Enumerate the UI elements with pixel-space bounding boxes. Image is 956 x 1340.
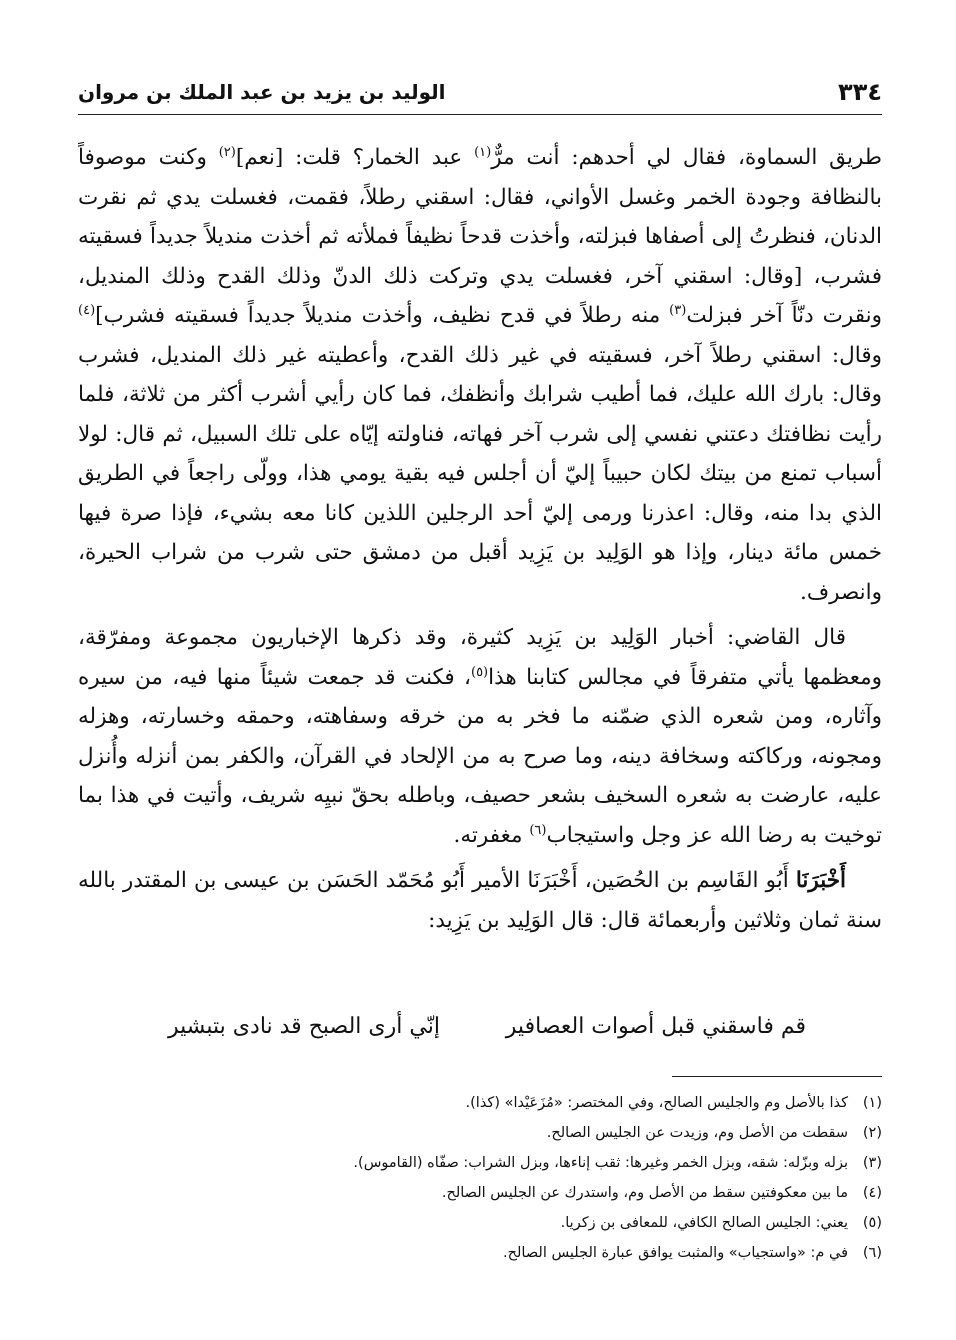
footnote-text: يعني: الجليس الصالح الكافي، للمعافى بن زكريا. — [560, 1215, 848, 1231]
footnote-3 — [78, 1148, 882, 1178]
footnote-1 — [78, 1088, 882, 1118]
footnote-text: كذا بالأصل وم والجليس الصالح، وفي المختصر: «مُزَعَيْدا» (كذا). — [465, 1095, 848, 1111]
text-run: مغفرته. — [453, 822, 530, 848]
poetry-verse — [78, 1005, 882, 1049]
text-run: قال القاضي: أخبار الوَلِيد بن يَزِيد كثيرة، وقد ذكرها الإخباريون مجموعة ومفرّقة، ومعظمها يأتي متفرقاً في مجالس كتابنا هذا — [78, 625, 883, 690]
footnote-number: (٣) — [862, 1155, 882, 1171]
footnote-ref-2[interactable]: (٢) — [218, 144, 236, 160]
footnote-ref-4[interactable]: (٤) — [78, 302, 96, 318]
footnote-number: (٢) — [862, 1125, 882, 1141]
verse-first-hemistich: قم فاسقني قبل أصوات العصافير — [505, 1014, 806, 1039]
text-run: عبد الخمار؟ قلت: [نعم] — [235, 145, 475, 170]
footnote-number: (٥) — [862, 1215, 882, 1231]
footnote-ref-3[interactable]: (٣) — [669, 302, 687, 318]
footnote-text: سقطت من الأصل وم، وزيدت عن الجليس الصالح. — [546, 1125, 848, 1141]
running-title: الوليد بن يزيد بن عبد الملك بن مروان — [78, 80, 446, 104]
footnote-5 — [78, 1208, 882, 1238]
paragraph-1 — [78, 138, 882, 612]
footnote-text: ما بين معكوفتين سقط من الأصل وم، واستدرك عن الجليس الصالح. — [441, 1185, 848, 1201]
text-run: وقال: اسقني رطلاً آخر، فسقيته في غير ذلك القدح، وأعطيته غير ذلك المنديل، فشرب وقال: بارك الله عليك، فما أطيب شرابك وأنظفك، فما كان رأيي أشرب أكثر من ثلاثة، فلما رأيت نظافتك دعتني نفسي إلى شرب آخر فهاته، فناولته إيّاه على تلك السبيل، ثم قال: لولا أسباب تمنع من بيتك لكان حبيباً إليّ أن أجلس فيه بقية يومي هذا، وولّى راجعاً في الطريق الذي بدا منه، وقال: اعذرنا ورمى إليّ أحد الرجلين اللذين كانا معه بشيء، فإذا صرة فيها خمس مائة دينار، وإذا هو الوَلِيد بن يَزِيد أقبل من دمشق حتى شرب من شراب الحيرة، وانصرف. — [78, 342, 882, 605]
footnotes-rule — [672, 1076, 882, 1077]
footnote-number: (٤) — [862, 1185, 882, 1201]
footnote-ref-1[interactable]: (١) — [474, 144, 492, 160]
paragraph-2 — [78, 618, 882, 855]
footnote-number: (١) — [862, 1095, 882, 1111]
text-run: وكنت موصوفاً بالنظافة وجودة الخمر وغسل الأواني، فقال: اسقني رطلاً، فقمت، فغسلت يدي ثم نقرت الدنان، فنظرتُ إلى أصفاها فبزلته، وأخذت قدحاً نظيفاً فملأته ثم أخذت منديلاً جديداً فسقيته فشرب، [وقال: اسقني آخر، فغسلت يدي وتركت ذلك الدنّ وذلك القدح وذلك المنديل، ونقرت دنّاً آخر فبزلت — [78, 145, 882, 328]
footnote-number: (٦) — [862, 1245, 882, 1261]
text-run: طريق السماوة، فقال لي أحدهم: أنت مرٌّ — [491, 145, 883, 170]
main-text — [78, 138, 882, 940]
verse-second-hemistich: إنّي أرى الصبح قد نادى بتبشير — [168, 1014, 440, 1039]
text-run: أَبُو القَاسِم بن الحُصَين، أَخْبَرَنَا الأمير أَبُو مُحَمّد الحَسَن بن عيسى بن المقتدر بالله سنة ثمان وثلاثين وأربعمائة قال: قال الوَلِيد بن يَزِيد: — [78, 868, 882, 933]
isnad-lead-word: أَخْبَرَنَا — [795, 868, 846, 893]
footnote-text: بزله وبزّله: شقه، وبزل الخمر وغيرها: ثقب إناءها، وبزل الشراب: صفّاه (القاموس). — [353, 1155, 848, 1171]
footnote-ref-5[interactable]: (٥) — [470, 664, 489, 680]
running-head — [78, 78, 882, 108]
header-rule — [78, 114, 882, 115]
text-run: منه رطلاً في قدح نظيف، وأخذت منديلاً جديداً فسقيته فشرب] — [95, 303, 670, 328]
footnote-6 — [78, 1238, 882, 1268]
paragraph-3 — [78, 861, 882, 940]
footnotes — [78, 1088, 882, 1268]
footnote-ref-6[interactable]: (٦) — [529, 822, 547, 838]
page-number: ٣٣٤ — [838, 78, 882, 106]
footnote-2 — [78, 1118, 882, 1148]
footnote-4 — [78, 1178, 882, 1208]
footnote-text: في م: «واستجياب» والمثبت يوافق عبارة الجليس الصالح. — [503, 1245, 848, 1261]
text-run: ، فكنت قد جمعت شيئاً منها فيه، من سيره وآثاره، ومن شعره الذي ضمّنه ما فخر به من خرقه وسفاهته، وحمقه وخسارته، وهزله ومجونه، وركاكته وسخافة دينه، وما صرح به من الإلحاد في القرآن، والكفر بمن أنزله وأُنزل عليه، عارضت به شعره السخيف بشعر حصيف، وباطله بحقّ نبيِه شريف، وأتيت في هذا بما توخيت به رضا الله عز وجل واستيجاب — [78, 664, 882, 848]
